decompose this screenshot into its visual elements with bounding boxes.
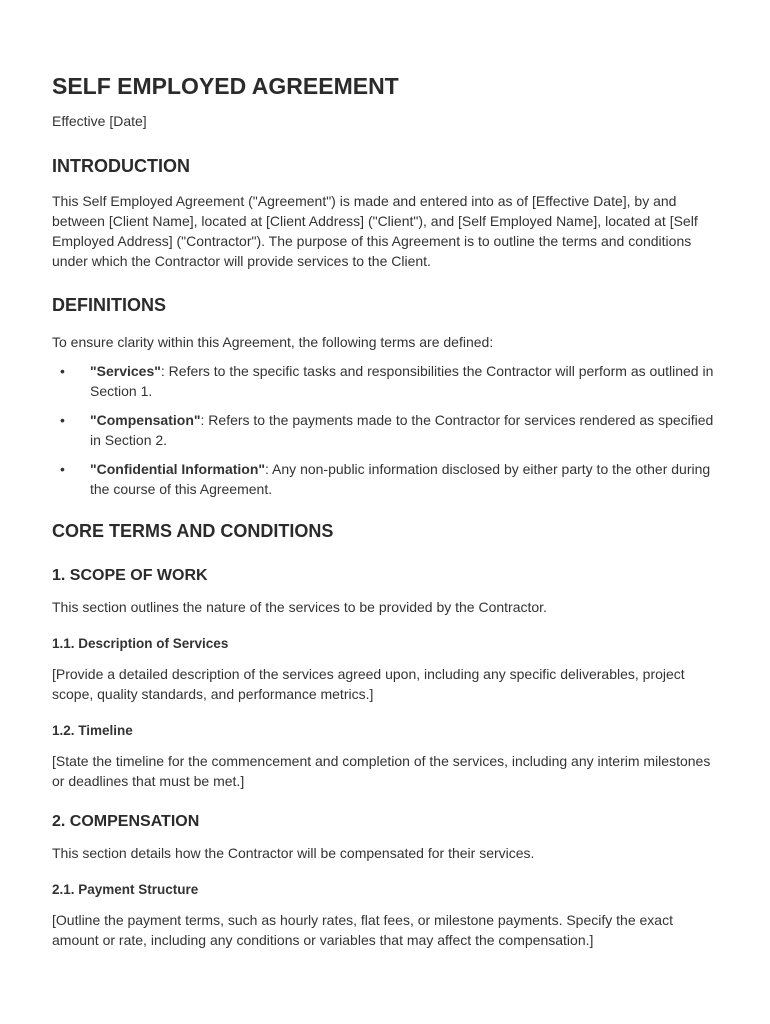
core-terms-heading: CORE TERMS AND CONDITIONS	[52, 521, 334, 541]
definition-item	[52, 459, 718, 499]
definition-term: "Confidential Information"	[90, 461, 266, 477]
description-text: [Provide a detailed description of the services agreed upon, including any specific deliverables, project scope, quality standards, and performance metrics.]	[52, 666, 685, 702]
bullet-icon: •	[60, 412, 65, 428]
payment-structure-text: [Outline the payment terms, such as hourly rates, flat fees, or milestone payments. Specify the exact amount or rate, including any conditions or variables that may affect the compensation.]	[52, 912, 673, 948]
definitions-list	[52, 361, 718, 499]
description-heading: 1.1. Description of Services	[52, 636, 229, 651]
definition-item	[52, 361, 718, 401]
timeline-text: [State the timeline for the commencement and completion of the services, including any interim milestones or deadlines that must be met.]	[52, 753, 711, 789]
document-title: SELF EMPLOYED AGREEMENT	[52, 73, 399, 99]
definitions-intro: To ensure clarity within this Agreement, the following terms are defined:	[52, 334, 494, 350]
scope-heading: 1. SCOPE OF WORK	[52, 567, 208, 584]
payment-structure-heading: 2.1. Payment Structure	[52, 882, 199, 897]
compensation-heading: 2. COMPENSATION	[52, 813, 200, 830]
introduction-heading: INTRODUCTION	[52, 156, 190, 176]
bullet-icon: •	[60, 461, 65, 477]
timeline-heading: 1.2. Timeline	[52, 723, 133, 738]
introduction-text: This Self Employed Agreement ("Agreement") is made and entered into as of [Effective Date], by and between [Client Name], located at [Client Address] ("Client"), and [Self Employed Name], located at [Self Employed Address] ("Contractor"). The purpose of this Agreement is to outline the terms and conditions under which the Contractor will provide services to the Client.	[52, 193, 698, 269]
definition-text: : Any non-public information disclosed by either party to the other during the course of this Agreement.	[90, 461, 711, 497]
bullet-icon: •	[60, 363, 65, 379]
effective-date: Effective [Date]	[52, 113, 147, 129]
definition-term: "Compensation"	[90, 412, 201, 428]
definition-text: : Refers to the specific tasks and responsibilities the Contractor will perform as outlined in Section 1.	[90, 363, 714, 399]
definition-text: : Refers to the payments made to the Contractor for services rendered as specified in Section 2.	[90, 412, 714, 448]
scope-text: This section outlines the nature of the services to be provided by the Contractor.	[52, 599, 547, 615]
definition-term: "Services"	[90, 363, 161, 379]
definitions-heading: DEFINITIONS	[52, 295, 167, 315]
compensation-text: This section details how the Contractor will be compensated for their services.	[52, 845, 535, 861]
definition-item	[52, 410, 718, 450]
